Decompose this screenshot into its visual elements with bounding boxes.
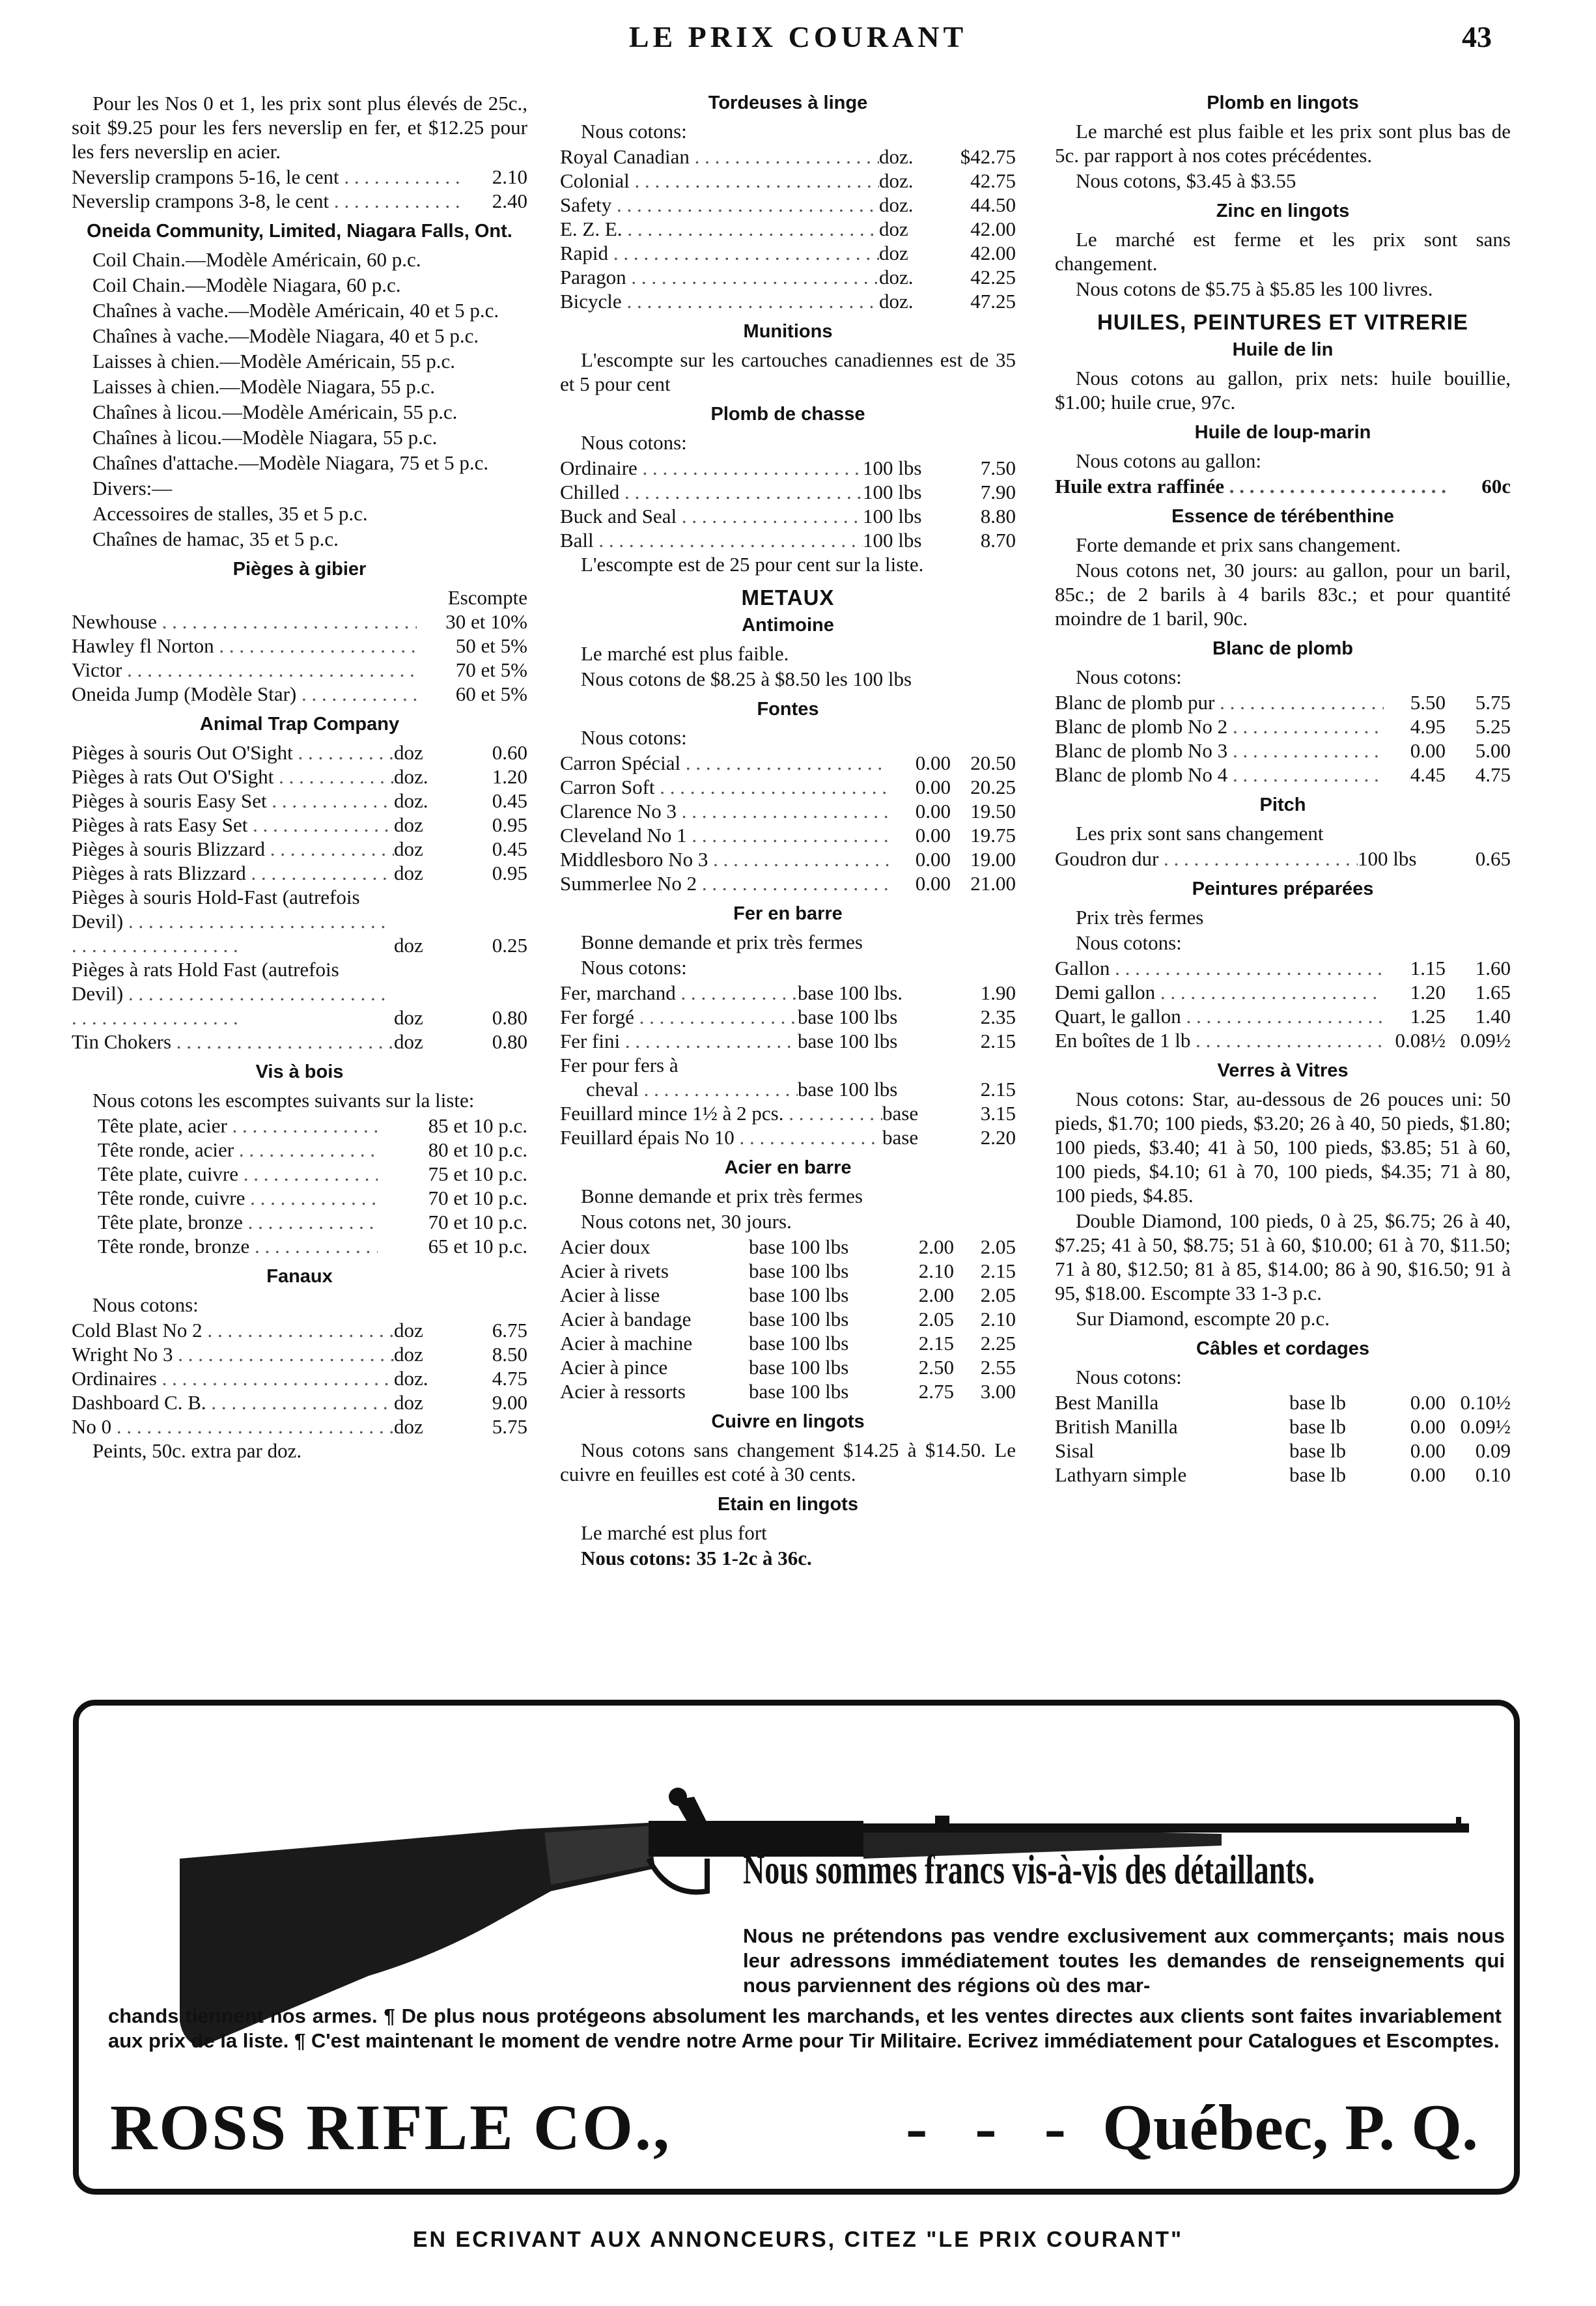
cables-list [1055, 1390, 1511, 1487]
list-item: Colonial . . . doz. 42.75 [560, 169, 1016, 193]
section-heading-munitions: Munitions [743, 321, 833, 342]
section-heading-plomb-chasse: Plomb de chasse [710, 404, 865, 425]
section-heading-fontes: Fontes [757, 699, 819, 720]
fontes-intro: Nous cotons: [581, 726, 687, 749]
list-item: Dashboard C. B. . . . doz 9.00 [72, 1390, 527, 1414]
list-item: Fer, marchand . . . base 100 lbs. 1.90 [560, 981, 1016, 1005]
list-item: Acier à ressorts base 100 lbs 2.75 3.00 [560, 1380, 1016, 1403]
list-item: Fer fini . . . base 100 lbs 2.15 [560, 1029, 1016, 1053]
neverslip-list [72, 165, 527, 213]
loup-intro: Nous cotons au gallon: [1076, 449, 1261, 472]
list-item: Hawley fl Norton . . . 50 et 5% [72, 634, 527, 658]
list-item: Best Manilla base lb 0.00 0.10½ [1055, 1391, 1511, 1414]
list-item: Huile extra raffinée . . . 60c [1055, 474, 1511, 498]
list-item: Summerlee No 2 . . . 0.00 21.00 [560, 871, 1016, 895]
section-heading-peintures: Peintures préparées [1192, 879, 1374, 899]
list-item: Tin Chokers . . . doz 0.80 [72, 1030, 527, 1054]
list-item: Lathyarn simple base lb 0.00 0.10 [1055, 1463, 1511, 1486]
list-item: Tête ronde, bronze . . . 65 et 10 p.c. [72, 1234, 527, 1258]
list-item: Newhouse . . . 30 et 10% [72, 610, 527, 634]
list-item: Divers:— [92, 477, 173, 499]
fer-text: Bonne demande et prix très fermes [581, 931, 863, 953]
plomb-text: Le marché est plus faible et les prix sont plus bas de 5c. par rapport à nos cotes précédentes. [1055, 120, 1511, 167]
list-item: Feuillard épais No 10 . . . base 2.20 [560, 1125, 1016, 1149]
list-item: Feuillard mince 1½ à 2 pcs. . . . base 3.15 [560, 1101, 1016, 1125]
list-item: Chaînes à licou.—Modèle Américain, 55 p.c. [92, 401, 458, 423]
list-item: Bicycle . . . doz. 47.25 [560, 289, 1016, 313]
list-item: Cleveland No 1 . . . 0.00 19.75 [560, 823, 1016, 847]
list-item: Acier à machine base 100 lbs 2.15 2.25 [560, 1332, 1016, 1355]
list-item: Chaînes à licou.—Modèle Niagara, 55 p.c. [92, 426, 438, 449]
ad-body-part-1: Nous ne prétendons pas vendre exclusivement aux commerçants; mais nous leur adressons immédiatement toutes les demandes de renseignements qui nous parviennent des régions où des mar- [743, 1924, 1505, 1997]
list-item: Blanc de plomb No 2 . . . 4.95 5.25 [1055, 714, 1511, 738]
list-item: Carron Soft . . . 0.00 20.25 [560, 775, 1016, 799]
section-heading-tordeuses: Tordeuses à linge [708, 92, 868, 113]
list-item: Fer forgé . . . base 100 lbs 2.35 [560, 1005, 1016, 1029]
munitions-text: L'escompte sur les cartouches canadiennes est de 35 et 5 pour cent [560, 348, 1016, 395]
list-item: Tête plate, bronze . . . 70 et 10 p.c. [72, 1210, 527, 1234]
list-item: Neverslip crampons 3-8, le cent . . . 2.40 [72, 189, 527, 213]
list-item: Royal Canadian . . . doz. $42.75 [560, 145, 1016, 169]
oneida-list [72, 247, 527, 551]
column-header-escompte: Escompte [447, 586, 527, 609]
section-heading-oneida: Oneida Community, Limited, Niagara Falls, Ont. [87, 221, 512, 242]
list-item: Oneida Jump (Modèle Star) . . . 60 et 5% [72, 682, 527, 706]
list-item: Laisses à chien.—Modèle Américain, 55 p.c. [92, 350, 455, 373]
list-item: Sisal base lb 0.00 0.09 [1055, 1439, 1511, 1462]
list-item: Blanc de plomb No 4 . . . 4.45 4.75 [1055, 763, 1511, 787]
list-item: Acier à rivets base 100 lbs 2.10 2.15 [560, 1259, 1016, 1282]
section-heading-cuivre: Cuivre en lingots [711, 1411, 865, 1432]
list-item: E. Z. E. . . . doz 42.00 [560, 217, 1016, 241]
section-heading-metaux: METAUX [741, 585, 835, 610]
verres-text-3: Sur Diamond, escompte 20 p.c. [1076, 1307, 1330, 1330]
list-item: Safety . . . doz. 44.50 [560, 193, 1016, 217]
tordeuses-intro: Nous cotons: [581, 120, 687, 143]
list-item: Fer pour fers à [560, 1054, 679, 1076]
section-heading-antimoine: Antimoine [742, 615, 834, 636]
section-heading-verres: Verres à Vitres [1217, 1060, 1349, 1081]
list-item: Ball . . . 100 lbs 8.70 [560, 528, 1016, 552]
cables-intro: Nous cotons: [1076, 1366, 1182, 1388]
list-item: Tête ronde, acier . . . 80 et 10 p.c. [72, 1138, 527, 1162]
list-item: Pièges à rats Easy Set . . . doz 0.95 [72, 813, 527, 837]
list-item: cheval . . . base 100 lbs 2.15 [560, 1077, 1016, 1101]
list-item: Acier à lisse base 100 lbs 2.00 2.05 [560, 1284, 1016, 1306]
list-item: En boîtes de 1 lb . . . 0.08½ 0.09½ [1055, 1028, 1511, 1052]
section-heading-fer: Fer en barre [733, 903, 843, 924]
acier-intro: Nous cotons net, 30 jours. [581, 1210, 792, 1233]
zinc-text-2: Nous cotons de $5.75 à $5.85 les 100 livres. [1076, 277, 1433, 300]
ross-rifle-advertisement [73, 1700, 1520, 2195]
plomb-chasse-intro: Nous cotons: [581, 431, 687, 454]
list-item: Chilled . . . 100 lbs 7.90 [560, 480, 1016, 504]
list-item: Gallon . . . 1.15 1.60 [1055, 956, 1511, 980]
list-item: Laisses à chien.—Modèle Niagara, 55 p.c. [92, 375, 435, 398]
section-heading-cables: Câbles et cordages [1196, 1338, 1369, 1359]
list-item: Coil Chain.—Modèle Américain, 60 p.c. [92, 248, 421, 271]
column-3 [1055, 91, 1511, 1487]
list-item: Pièges à rats Hold Fast (autrefois Devil) . . . doz 0.80 [72, 957, 527, 1030]
section-heading-zinc: Zinc en lingots [1216, 201, 1350, 221]
intro-paragraph: Pour les Nos 0 et 1, les prix sont plus élevés de 25c., soit $9.25 pour les fers neverslip en fer, et $12.25 pour les fers neverslip en acier. [72, 92, 527, 163]
list-item: Chaînes à vache.—Modèle Niagara, 40 et 5 p.c. [92, 324, 479, 347]
list-item: Buck and Seal . . . 100 lbs 8.80 [560, 504, 1016, 528]
list-item: Chaînes de hamac, 35 et 5 p.c. [92, 527, 339, 550]
page-header [0, 20, 1596, 72]
list-item: Tête ronde, cuivre . . . 70 et 10 p.c. [72, 1186, 527, 1210]
list-item: Tête plate, cuivre . . . 75 et 10 p.c. [72, 1162, 527, 1186]
section-heading-plomb-lingots: Plomb en lingots [1207, 92, 1359, 113]
fanaux-note: Peints, 50c. extra par doz. [92, 1439, 302, 1462]
list-item: Blanc de plomb No 3 . . . 0.00 5.00 [1055, 738, 1511, 763]
ad-headline: Nous sommes francs vis-à-vis des détaillants. [743, 1846, 1315, 1892]
list-item: Acier à pince base 100 lbs 2.50 2.55 [560, 1356, 1016, 1379]
ad-city: Québec, P. Q. [1102, 2091, 1478, 2163]
list-item: Victor . . . 70 et 5% [72, 658, 527, 682]
vis-intro: Nous cotons les escomptes suivants sur la liste: [92, 1089, 475, 1112]
list-item: Middlesboro No 3 . . . 0.00 19.00 [560, 847, 1016, 871]
list-item: Accessoires de stalles, 35 et 5 p.c. [92, 502, 368, 525]
acier-text: Bonne demande et prix très fermes [581, 1185, 863, 1207]
acier-list [560, 1235, 1016, 1403]
tereb-text-2: Nous cotons net, 30 jours: au gallon, pour un baril, 85c.; de 2 barils à 4 barils 83c.; et pour quantité moindre de 1 baril, 90c. [1055, 559, 1511, 630]
ad-body-part-2: chands tiennent nos armes. ¶ De plus nous protégeons absolument les marchands, et les ventes directes aux clients sont faites invariablement aux prix de la liste. ¶ C'est maintenant le moment de vendre notre Arme pour Tir Militaire. Ecrivez immédiatement pour Catalogues et Escomptes. [108, 2004, 1502, 2052]
fer-list [560, 981, 1016, 1149]
list-item: Clarence No 3 . . . 0.00 19.50 [560, 799, 1016, 823]
section-heading-etain: Etain en lingots [718, 1494, 858, 1515]
list-item: Chaînes à vache.—Modèle Américain, 40 et 5 p.c. [92, 299, 499, 322]
verres-text-1: Nous cotons: Star, au-dessous de 26 pouces uni: 50 pieds, $1.70; 100 pieds, $3.20; 26 à 40, 50 pieds, $1.80; 100 pieds, $3.40; 41 à 50, 100 pieds, $3.85; 51 à 60, 100 pieds, $4.10; 61 à 70, 100 pieds, $4.35; 71 à 80, 100 pieds, $4.85. [1055, 1088, 1511, 1207]
list-item: Pièges à rats Out O'Sight . . . doz. 1.20 [72, 765, 527, 789]
section-heading-vis: Vis à bois [255, 1062, 344, 1082]
section-heading-huile-lin: Huile de lin [1232, 339, 1334, 360]
etain-text-2: Nous cotons: 35 1-2c à 36c. [581, 1547, 812, 1569]
pitch-text: Les prix sont sans changement [1076, 822, 1324, 845]
section-heading-blanc-plomb: Blanc de plomb [1212, 638, 1353, 659]
section-heading-terebenthine: Essence de térébenthine [1171, 506, 1394, 527]
list-item: No 0 . . . doz 5.75 [72, 1414, 527, 1439]
list-item: Quart, le gallon . . . 1.25 1.40 [1055, 1004, 1511, 1028]
cuivre-text: Nous cotons sans changement $14.25 à $14.50. Le cuivre en feuilles est coté à 30 cents. [560, 1439, 1016, 1485]
list-item: Tête plate, acier . . . 85 et 10 p.c. [72, 1114, 527, 1138]
section-heading-huiles: HUILES, PEINTURES ET VITRERIE [1097, 310, 1468, 334]
list-item: Pièges à souris Easy Set . . . doz. 0.45 [72, 789, 527, 813]
journal-title: LE PRIX COURANT [628, 20, 968, 53]
column-1 [72, 91, 527, 1464]
fontes-list [560, 751, 1016, 895]
list-item: Cold Blast No 2 . . . doz 6.75 [72, 1318, 527, 1342]
blanc-intro: Nous cotons: [1076, 666, 1182, 688]
verres-text-2: Double Diamond, 100 pieds, 0 à 25, $6.75; 26 à 40, $7.25; 41 à 50, $8.75; 51 à 60, $10.00; 61 à 70, $11.50; 71 à 80, $12.50; 81 à 85, $14.00; 86 à 90, $16.50; 91 à 95, $18.00. Escompte 33 1-3 p.c. [1055, 1209, 1511, 1304]
peint-list [1055, 956, 1511, 1052]
list-item: Pièges à rats Blizzard . . . doz 0.95 [72, 861, 527, 885]
fer-intro: Nous cotons: [581, 956, 687, 979]
list-item: Chaînes d'attache.—Modèle Niagara, 75 et 5 p.c. [92, 451, 489, 474]
section-heading-acier: Acier en barre [724, 1157, 852, 1178]
section-heading-pieges: Pièges à gibier [232, 559, 367, 580]
column-2 [560, 91, 1016, 1571]
fanaux-intro: Nous cotons: [92, 1293, 199, 1316]
plomb-chasse-note: L'escompte est de 25 pour cent sur la liste. [581, 553, 924, 576]
vis-list [72, 1114, 527, 1258]
lin-text: Nous cotons au gallon, prix nets: huile bouillie, $1.00; huile crue, 97c. [1055, 367, 1511, 414]
antimoine-text-2: Nous cotons de $8.25 à $8.50 les 100 lbs [581, 668, 912, 690]
antimoine-text-1: Le marché est plus faible. [581, 642, 789, 665]
list-item: Coil Chain.—Modèle Niagara, 60 p.c. [92, 274, 401, 296]
list-item: Acier doux base 100 lbs 2.00 2.05 [560, 1235, 1016, 1258]
list-item: Blanc de plomb pur . . . 5.50 5.75 [1055, 690, 1511, 714]
list-item: Pièges à souris Blizzard . . . doz 0.45 [72, 837, 527, 861]
list-item: Neverslip crampons 5-16, le cent . . . 2.10 [72, 165, 527, 189]
peint-intro: Nous cotons: [1076, 931, 1182, 954]
etain-text-1: Le marché est plus fort [581, 1521, 767, 1544]
list-item: Ordinaires . . . doz. 4.75 [72, 1366, 527, 1390]
page-footer: EN ECRIVANT AUX ANNONCEURS, CITEZ "LE PRIX COURANT" [412, 2227, 1184, 2252]
zinc-text-1: Le marché est ferme et les prix sont sans changement. [1055, 228, 1511, 275]
list-item: Rapid . . . doz 42.00 [560, 241, 1016, 265]
fanaux-list [72, 1318, 527, 1439]
tereb-text-1: Forte demande et prix sans changement. [1076, 533, 1401, 556]
ad-separator: - - - [906, 2091, 1082, 2163]
list-item: British Manilla base lb 0.00 0.09½ [1055, 1415, 1511, 1438]
list-item: Carron Spécial . . . 0.00 20.50 [560, 751, 1016, 775]
list-item: Paragon . . . doz. 42.25 [560, 265, 1016, 289]
ad-company-name: ROSS RIFLE CO., [110, 2091, 671, 2163]
list-item: Ordinaire . . . 100 lbs 7.50 [560, 456, 1016, 480]
list-item: Pièges à souris Hold-Fast (autrefois Devil) . . . doz 0.25 [72, 885, 527, 957]
list-item: Demi gallon . . . 1.20 1.65 [1055, 980, 1511, 1004]
blanc-list [1055, 690, 1511, 787]
plomb-chasse-list [560, 456, 1016, 552]
section-heading-fanaux: Fanaux [266, 1266, 333, 1287]
peint-text: Prix très fermes [1076, 906, 1204, 929]
pieges-list [72, 610, 527, 706]
section-heading-loup-marin: Huile de loup-marin [1194, 422, 1371, 443]
section-heading-pitch: Pitch [1259, 794, 1306, 815]
page-number: 43 [1462, 20, 1492, 53]
list-item: Acier à bandage base 100 lbs 2.05 2.10 [560, 1308, 1016, 1330]
animal-trap-list [72, 740, 527, 1054]
list-item: Wright No 3 . . . doz 8.50 [72, 1342, 527, 1366]
list-item: Goudron dur . . . 100 lbs 0.65 [1055, 847, 1511, 871]
section-heading-animal-trap: Animal Trap Company [199, 714, 400, 735]
list-item: Pièges à souris Out O'Sight . . . doz 0.60 [72, 740, 527, 765]
tordeuses-list [560, 145, 1016, 313]
plomb-price: Nous cotons, $3.45 à $3.55 [1076, 169, 1296, 192]
